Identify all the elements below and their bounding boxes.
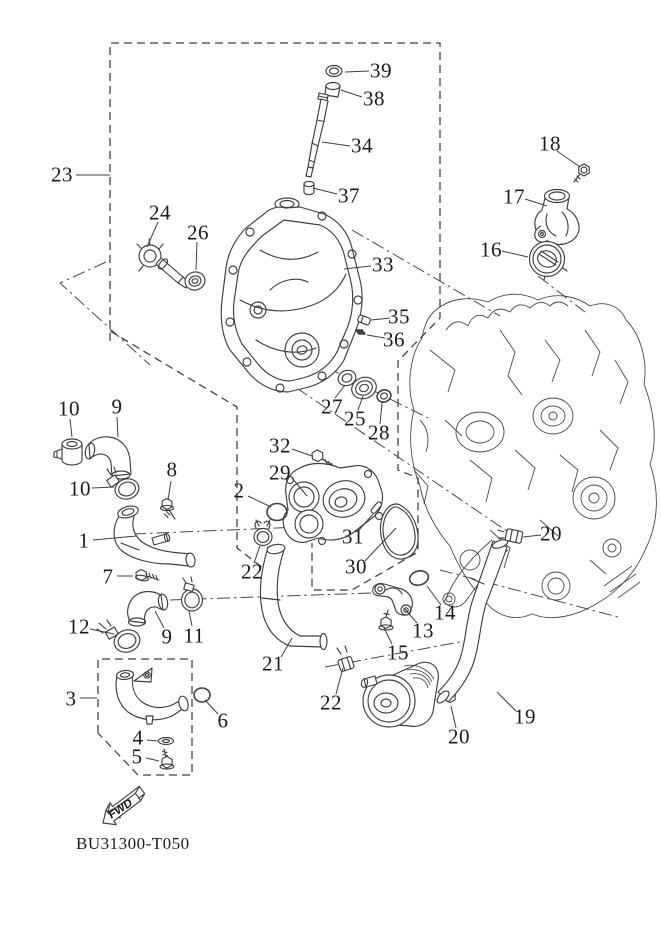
part-callout-9: 9 [161,624,173,649]
part-callout-4: 4 [132,725,144,750]
part-callout-20: 20 [540,521,562,546]
part-callout-32: 32 [269,433,291,458]
gasket-30 [380,504,418,559]
part-callout-21: 21 [262,651,284,676]
part-39-seal [326,66,342,77]
part-callout-22: 22 [241,559,263,584]
part-34-dipstick [306,93,328,177]
part-callout-18: 18 [539,131,561,156]
engine-block [410,294,657,617]
impeller-shaft-24 [137,239,189,288]
part-callout-3: 3 [65,686,77,711]
part-callout-12: 12 [68,614,90,639]
washer-4 [159,738,174,745]
part-callout-39: 39 [370,58,392,83]
part-callout-25: 25 [344,406,366,431]
bolt-15 [379,610,393,630]
part-callout-31: 31 [342,524,364,549]
part-callout-35: 35 [388,304,410,329]
part-callout-15: 15 [387,640,409,665]
seal-28 [375,388,392,404]
part-37-bush [304,181,314,194]
o-ring-6 [194,688,210,702]
elbow-hose-9a [84,437,131,479]
oil-cooler [360,662,438,727]
dipstick-assembly [304,66,342,195]
part-callout-11: 11 [183,623,205,648]
bolt-18 [574,164,589,182]
clamp-22b [337,646,355,672]
fwd-arrow [103,786,145,824]
clamp-22a [254,520,272,546]
part-callout-10: 10 [69,476,91,501]
part-callout-17: 17 [503,184,525,209]
part-callout-10: 10 [58,396,80,421]
part-callout-19: 19 [514,704,536,729]
part-callout-1: 1 [78,528,90,553]
part-callout-6: 6 [217,708,229,733]
part-callout-13: 13 [412,618,434,643]
diagram-code: BU31300-T050 [76,834,190,853]
hose-1 [114,504,196,568]
part-callout-38: 38 [363,86,385,111]
part-callout-24: 24 [149,200,171,225]
part-callout-36: 36 [383,327,405,352]
crankcase-cover-33 [221,198,362,392]
part-callout-28: 28 [368,420,390,445]
part-callout-20: 20 [448,724,470,749]
part-callout-5: 5 [131,744,143,769]
part-callout-37: 37 [338,183,360,208]
part-callout-26: 26 [187,220,209,245]
bolt-8 [161,499,176,520]
part-callout-27: 27 [321,394,343,419]
clamp-11 [182,577,203,611]
cap-16 [530,242,568,281]
part-callout-14: 14 [434,600,456,625]
part-callout-29: 29 [269,460,291,485]
part-callout-33: 33 [372,252,394,277]
part-callout-8: 8 [166,457,178,482]
part-callout-22: 22 [320,690,342,715]
thermostat-cover-17 [535,190,579,245]
seal-26 [183,270,207,293]
fitting-10a [54,439,82,465]
pipe-3 [116,668,190,724]
part-callout-16: 16 [480,237,502,262]
water-pump-29 [283,464,382,545]
hose-21 [260,543,327,649]
part-callout-34: 34 [351,133,373,158]
elbow-hose-9b [128,592,169,626]
part-callout-30: 30 [345,554,367,579]
bolt-5 [160,749,174,769]
part-callout-7: 7 [102,564,114,589]
clamp-12 [97,620,143,655]
part-callout-23: 23 [51,162,73,187]
o-ring-14 [408,569,430,587]
part-callout-2: 2 [233,478,245,503]
part-callout-9: 9 [111,394,123,419]
fwd-text: FWD [107,796,135,822]
bolt-7 [135,570,159,582]
